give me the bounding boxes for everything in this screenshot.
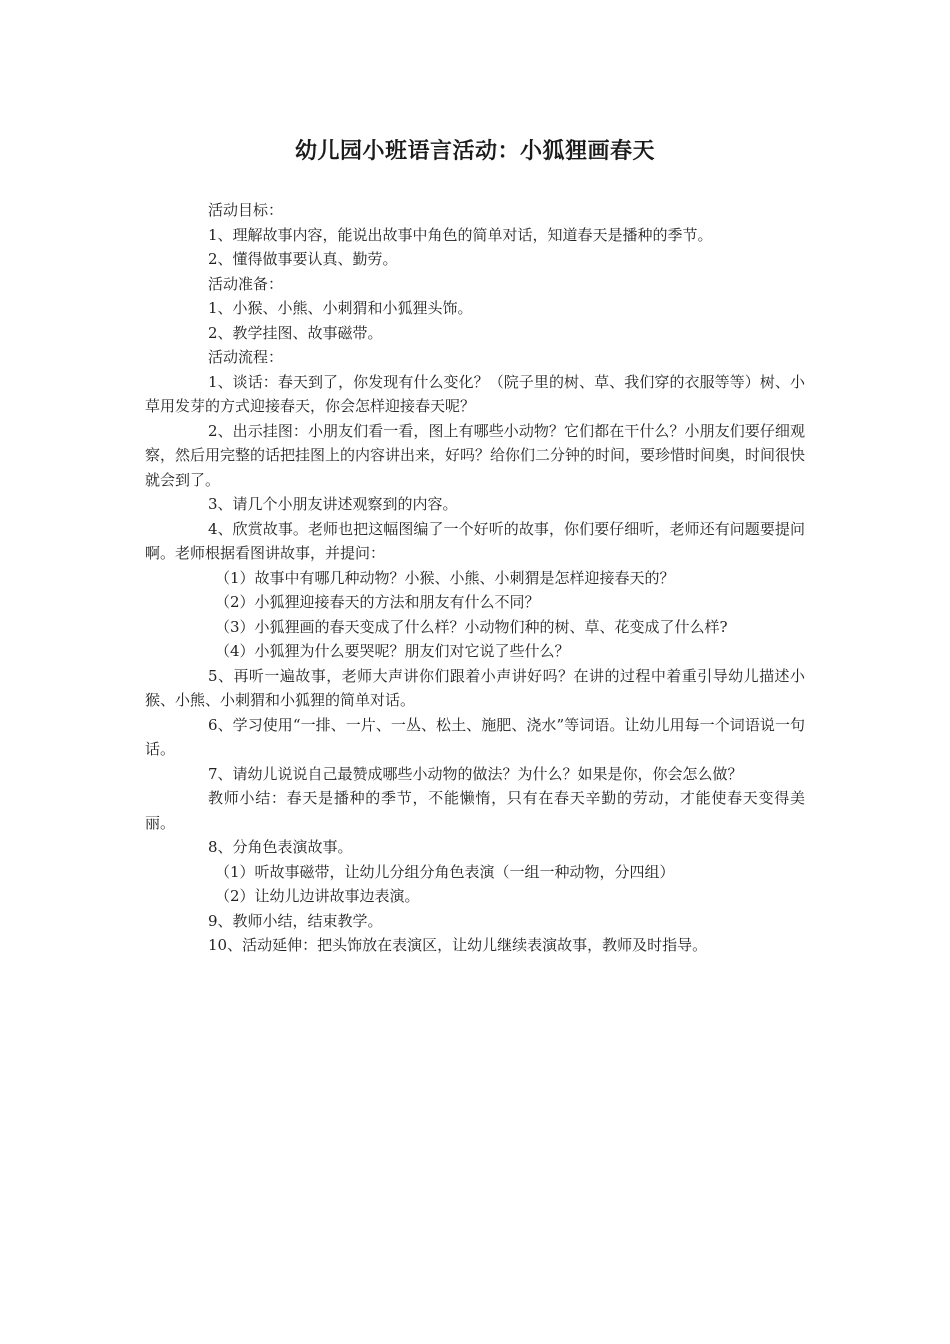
question-item: （3）小狐狸画的春天变成了什么样？小动物们种的树、草、花变成了什么样? [215,617,728,636]
process-step: 6、学习使用“一排、一片、一丛、松土、施肥、浇水”等词语。让幼儿用每一个词语说一句话。 [145,715,805,758]
process-step: 10、活动延伸：把头饰放在表演区，让幼儿继续表演故事，教师及时指导。 [208,936,708,954]
process-step: 2、出示挂图：小朋友们看一看，图上有哪些小动物？它们都在干什么？小朋友们要仔细观察，然后用完整的话把挂图上的内容讲出来，好吗？给你们二分钟的时间，要珍惜时间奥，时间很快就会到了。 [145,421,806,489]
teacher-summary: 教师小结：春天是播种的季节，不能懒惰，只有在春天辛勤的劳动，才能使春天变得美丽。 [145,789,805,832]
process-step: 9、教师小结，结束教学。 [208,911,383,930]
question-item: （4）小狐狸为什么要哭呢？朋友们对它说了些什么？ [215,642,570,660]
question-item: （2）小狐狸迎接春天的方法和朋友有什么不同？ [215,593,540,611]
goal-item: 1、理解故事内容，能说出故事中角色的简单对话，知道春天是播种的季节。 [208,225,713,244]
document-title: 幼儿园小班语言活动：小狐狸画春天 [294,139,655,164]
process-step: 3、请几个小朋友讲述观察到的内容。 [208,495,458,513]
preparation-item: 2、教学挂图、故事磁带。 [208,323,383,342]
preparation-item: 1、小猴、小熊、小刺猬和小狐狸头饰。 [208,299,473,317]
document-body [145,198,805,958]
section-heading-process: 活动流程： [208,348,284,366]
section-heading-goals: 活动目标： [208,201,284,219]
process-step: 4、欣赏故事。老师也把这幅图编了一个好听的故事，你们要仔细听，老师还有问题要提问啊。老师根据看图讲故事，并提问： [145,519,805,562]
question-item: （1）故事中有哪几种动物？小猴、小熊、小刺猬是怎样迎接春天的？ [215,568,675,587]
section-heading-preparation: 活动准备： [208,274,284,293]
goal-item: 2、懂得做事要认真、勤劳。 [208,250,398,268]
process-step: 7、请幼儿说说自己最赞成哪些小动物的做法？为什么？如果是你，你会怎么做？ [208,764,743,783]
process-step: 8、分角色表演故事。 [208,838,353,856]
process-step: 1、谈话：春天到了，你发现有什么变化？（院子里的树、草、我们穿的衣服等等）树、小草用发芽的方式迎接春天，你会怎样迎接春天呢？ [145,372,805,415]
process-step: 5、再听一遍故事，老师大声讲你们跟着小声讲好吗？在讲的过程中着重引导幼儿描述小猴、小熊、小刺猬和小狐狸的简单对话。 [145,666,805,709]
sub-step: （2）让幼儿边讲故事边表演。 [215,887,420,905]
sub-step: （1）听故事磁带，让幼儿分组分角色表演（一组一种动物，分四组） [215,862,675,881]
